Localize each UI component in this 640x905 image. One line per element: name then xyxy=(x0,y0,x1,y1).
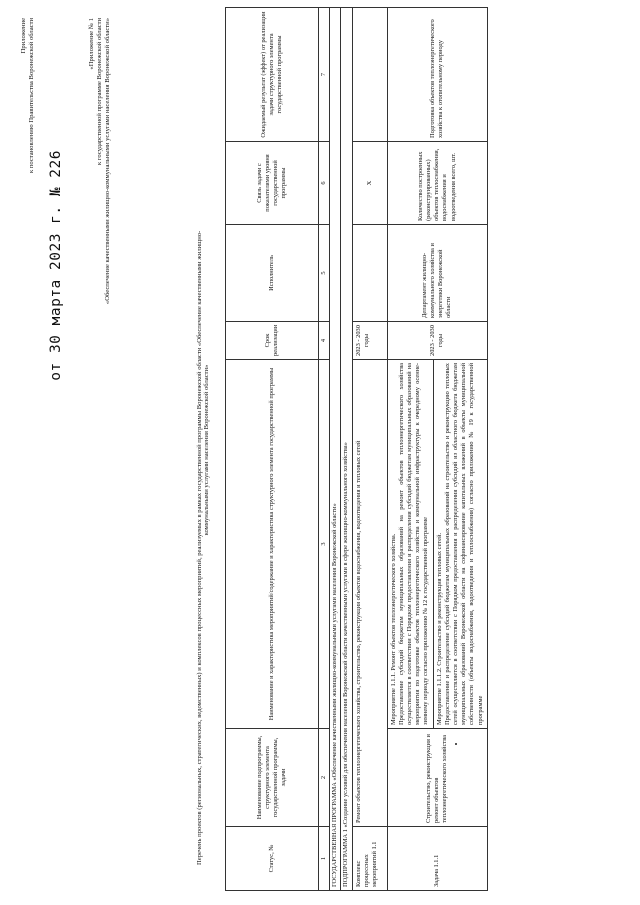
appendix-label: Приложение xyxy=(20,18,27,54)
program-table xyxy=(225,7,488,891)
complex-link: X xyxy=(352,142,387,225)
measure-1 xyxy=(388,360,434,728)
col-description: Наименование и характеристика мероприятий/содержание и характеристика структурного элемента государственной программы xyxy=(226,360,319,729)
complex-status: Комплекс процессных мероприятий 1.1 xyxy=(352,827,387,891)
complex-row xyxy=(352,8,387,891)
appendix-block xyxy=(20,18,36,173)
measure-1-text: Предоставление субсидий бюджетам муниципальных образований на ремонт объектов теплоэнергетического хозяйства осуществляется в соответствии с Порядком предоставления и распределения субсидий бюджетам муниципальных образований на мероприятия по подготовке объектов теплоэнергетического хозяйства и коммунальной инфраструктуры к очередному осенне-зимнему периоду согласно приложению № 12 к государственной программе xyxy=(397,363,430,725)
col-number: 3 xyxy=(319,360,330,729)
col-executor: Исполнитель xyxy=(226,225,319,322)
title-line2: коммунальными услугами населения Воронежской области» xyxy=(203,364,210,536)
measure-1-title: Мероприятие 1.1.1. Ремонт объектов теплоэнергетического хозяйства. xyxy=(389,533,397,725)
appendix1-label: «Приложение № 1 xyxy=(88,18,95,70)
task-term: 2023 - 2030 годы xyxy=(387,322,487,360)
document-date: от 30 марта 2023 г. № 226 xyxy=(48,150,64,381)
title-line1: Перечень проектов (региональных, стратегических, ведомственных) и комплексов процессных мероприятий, реализуемых в рамках государственной программы Воронежской области «Обеспечение качественными жилищно- xyxy=(196,230,203,865)
appendix1-line3: «Обеспечение качественными жилищно-коммунальными услугами населения Воронежской области» xyxy=(104,18,111,305)
program-title: ГОСУДАРСТВЕННАЯ ПРОГРАММА «Обеспечение качественными жилищно-коммунальными услугами населения Воронежской области» xyxy=(330,8,341,891)
task-measures xyxy=(387,360,487,729)
complex-executor-empty xyxy=(352,225,387,322)
col-number: 2 xyxy=(319,729,330,827)
appendix1-block xyxy=(88,18,112,304)
complex-result-empty xyxy=(352,8,387,142)
col-number: 7 xyxy=(319,8,330,142)
col-number: 5 xyxy=(319,225,330,322)
document-title xyxy=(196,35,210,865)
col-number: 1 xyxy=(319,827,330,891)
task-row xyxy=(387,8,487,891)
column-numbers-row xyxy=(319,8,330,891)
col-name: Наименование подпрограммы, структурного элемента государственной программы, задачи xyxy=(226,729,319,827)
col-number: 6 xyxy=(319,142,330,225)
col-number: 4 xyxy=(319,322,330,360)
task-result: Подготовка объектов теплоэнергетического хозяйства к отопительному периоду xyxy=(387,8,487,142)
subprogram-row xyxy=(341,8,352,891)
appendix1-line2: к государственной программе Воронежской области xyxy=(96,18,103,165)
program-row xyxy=(330,8,341,891)
col-term: Срок реализации xyxy=(226,322,319,360)
measure-2-text: Предоставление и распределение субсидий бюджетам муниципальных образований на строительство и реконструкцию тепловых сетей осуществляется в соответствии с Порядком предоставления и распределения субсидий из областного бюджета бюджетам муниципальных образований Воронежской области на софинансирование капитальных вложений в объекты муниципальной собственности (объекты водоснабжения, водоотведения и теплоснабжения) согласно приложению № 19 к государственной программе xyxy=(443,363,484,725)
appendix-to: к постановлению Правительства Воронежской области xyxy=(28,18,35,173)
task-executor: Департамент жилищно-коммунального хозяйства и энергетики Воронежской области xyxy=(387,225,487,322)
subprogram-title: ПОДПРОГРАММА 1 «Создание условий для обеспечения населения Воронежской области качественными услугами в сфере жилищно-коммунального хозяйства» xyxy=(341,8,352,891)
task-name: Строительство, реконструкция и ремонт объектов теплоэнергетического хозяйства xyxy=(387,729,487,827)
header-row xyxy=(226,8,319,891)
task-status: Задача 1.1.1 xyxy=(387,827,487,891)
col-result: Ожидаемый результат (эффект) от реализации задачи структурного элемента государственной программы xyxy=(226,8,319,142)
task-link: Количество построенных (реконструированных) объектов теплоснабжения, водоснабжения и водоотведения всего, шт. xyxy=(387,142,487,225)
col-link: Связь задачи с показателями уровня государственной программы xyxy=(226,142,319,225)
measure-2 xyxy=(434,360,487,728)
complex-name: Ремонт объектов теплоэнергетического хозяйства, строительство, реконструкция объектов водоснабжения, водоотведения и тепловых сетей xyxy=(352,360,387,827)
measure-2-title: Мероприятие 1.1.1.2. Строительство и реконструкция тепловых сетей. xyxy=(435,532,443,725)
complex-term: 2023 - 2030 годы xyxy=(352,322,387,360)
stray-mark xyxy=(455,744,457,746)
col-status: Статус, № xyxy=(226,827,319,891)
